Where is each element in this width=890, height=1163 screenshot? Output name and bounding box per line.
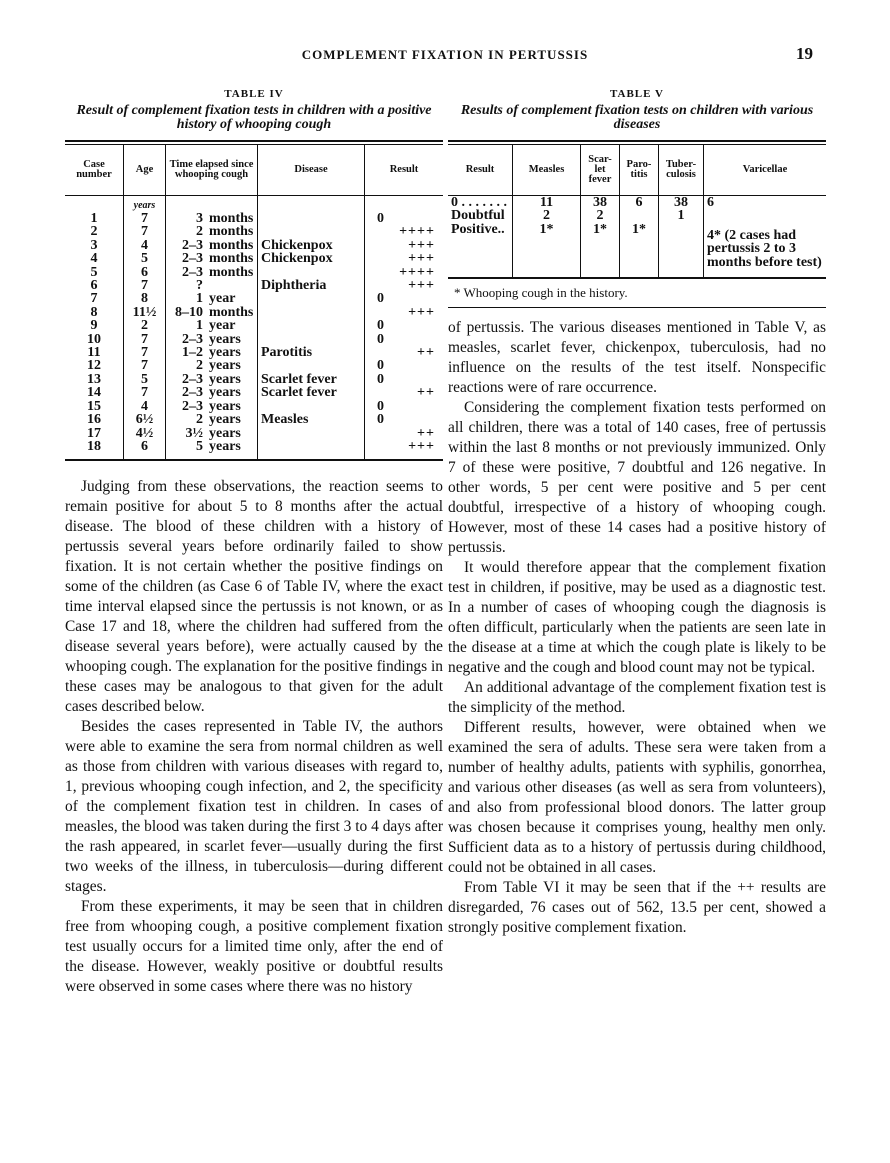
page-number: 19 <box>796 44 813 63</box>
disease-cell: Chickenpox <box>258 252 365 265</box>
paragraph: An additional advantage of the complement fixation test is the simplicity of the method. <box>448 679 826 717</box>
table-bottom-padding <box>65 453 443 460</box>
disease-cell <box>258 292 365 305</box>
result-label-cell: Positive.. <box>451 221 505 237</box>
result-cell <box>365 239 444 252</box>
age-cell: 7 <box>124 212 166 225</box>
time-value: 3½ <box>185 425 203 441</box>
table-row <box>65 346 443 359</box>
time-elapsed-cell <box>166 346 258 359</box>
disease-cell <box>258 319 365 332</box>
case-number-cell: 13 <box>87 371 101 387</box>
table-row <box>65 252 443 265</box>
age-cell: 11½ <box>124 306 166 319</box>
result-cell <box>365 225 444 238</box>
result-cell <box>365 333 444 346</box>
scarlet-fever-cell: 38 <box>581 196 620 210</box>
time-unit: months <box>209 304 254 320</box>
table-row <box>65 413 443 426</box>
varicellae-cell <box>704 209 827 222</box>
time-unit: years <box>209 331 241 347</box>
col-header-scarlet-fever: Scar-let fever <box>581 145 620 196</box>
col-header-result: Result <box>465 164 495 175</box>
time-elapsed-cell <box>166 333 258 346</box>
varicellae-cell: 6 <box>704 196 827 210</box>
table-v-label: TABLE V <box>610 88 664 100</box>
scarlet-fever-cell: 1* <box>581 223 620 269</box>
result-value: +++ <box>408 438 435 454</box>
running-title: COMPLEMENT FIXATION IN PERTUSSIS <box>301 47 589 62</box>
table-row <box>448 196 826 210</box>
time-unit: years <box>209 438 241 454</box>
age-cell: 7 <box>124 359 166 372</box>
case-number-cell: 9 <box>90 318 98 334</box>
col-header-parotitis: Paro-titis <box>620 145 659 196</box>
table-iv-caption: Result of complement fixation tests in children with a positive history of whooping cough <box>76 103 432 132</box>
table-row <box>448 209 826 222</box>
table-v <box>448 145 826 279</box>
measles-cell: 1* <box>513 223 581 269</box>
age-cell: 5 <box>124 252 166 265</box>
result-cell <box>365 292 444 305</box>
time-elapsed-cell <box>166 292 258 305</box>
table-row <box>65 440 443 453</box>
disease-cell <box>258 400 365 413</box>
time-elapsed-cell <box>166 225 258 238</box>
parotitis-cell: 6 <box>620 196 659 210</box>
table-iv-label: TABLE IV <box>224 88 284 100</box>
age-cell: 7 <box>124 225 166 238</box>
time-value: 2 <box>196 412 203 428</box>
result-value: ++++ <box>399 224 435 240</box>
table-row <box>65 359 443 372</box>
time-value: 1 <box>196 291 203 307</box>
disease-cell: Diphtheria <box>258 279 365 292</box>
case-number-cell: 4 <box>90 251 98 267</box>
result-cell <box>365 306 444 319</box>
case-number-cell: 1 <box>90 211 98 226</box>
paragraph: Judging from these observations, the reaction seems to remain positive for about 5 to 8 months after the actual disease. The blood of these children with a history of pertussis several years before ordinarily failed to show fixation. It is not certain whether the positive findings on some of the children (as Case 6 of Table IV, where the exact time interval elapsed since the pertussis is not known, or as Case 17 and 18, where the children had suffered from the disease several years before), were actually caused by the whooping cough. The explanation for the positive findings in these cases may be analogous to that given for the adult cases described below. <box>65 478 443 716</box>
time-unit: years <box>209 398 241 414</box>
time-unit: months <box>209 264 254 280</box>
disease-cell: Parotitis <box>258 346 365 359</box>
time-value: 2–3 <box>182 385 203 401</box>
result-value: ++++ <box>399 264 435 280</box>
age-cell: 5 <box>124 373 166 386</box>
time-elapsed-cell <box>166 306 258 319</box>
result-value: 0 <box>377 371 384 387</box>
measles-cell: 2 <box>513 209 581 222</box>
col-header-time-elapsed: Time elapsed since whooping cough <box>166 145 258 196</box>
table-v-footnote: * Whooping cough in the history. <box>454 285 628 301</box>
result-cell <box>365 386 444 399</box>
table-row <box>65 306 443 319</box>
case-number-cell: 10 <box>87 331 101 347</box>
case-number-cell: 7 <box>90 291 98 307</box>
tuberculosis-cell: 1 <box>659 209 704 222</box>
table-row <box>65 373 443 386</box>
table-row <box>65 427 443 440</box>
age-cell: 6 <box>124 440 166 453</box>
table-row <box>65 279 443 292</box>
time-elapsed-cell <box>166 239 258 252</box>
time-unit: months <box>209 237 254 253</box>
age-cell: 4½ <box>124 427 166 440</box>
table-row <box>65 386 443 399</box>
time-value: 1 <box>196 318 203 334</box>
tuberculosis-cell: 38 <box>659 196 704 210</box>
age-cell: 7 <box>124 333 166 346</box>
result-cell <box>365 346 444 359</box>
paragraph: Considering the complement fixation tests performed on all children, there was a total of 140 cases, free of pertussis within the last 8 months or not previously immunized. Only 7 of these were positive, 7 doubtful and 126 negative. In other words, 5 per cent were positive and 5 per cent doubtful, irrespective of a history of whooping cough. However, most of these 14 cases had a positive history of pertussis. <box>448 399 826 557</box>
table-row <box>448 223 826 269</box>
time-value: 3 <box>196 211 203 226</box>
result-cell <box>365 413 444 426</box>
result-value: 0 <box>377 331 384 347</box>
time-elapsed-cell <box>166 427 258 440</box>
table-v-caption: Results of complement fixation tests on children with various diseases <box>460 103 814 132</box>
paragraph: From these experiments, it may be seen that in children free from whooping cough, a positive complement fixation test usually occurs for a limited time only, after the end of the disease. However, weakly positive or doubtful results were observed in some cases where there was no history <box>65 898 443 996</box>
right-body-text <box>448 318 826 938</box>
result-label-cell: Doubtful <box>451 208 505 224</box>
disease-cell: Chickenpox <box>258 239 365 252</box>
age-cell: 8 <box>124 292 166 305</box>
case-number-cell: 11 <box>87 345 101 361</box>
age-cell: 4 <box>124 400 166 413</box>
time-value: ? <box>196 278 203 294</box>
case-number-cell: 8 <box>90 304 98 320</box>
time-unit: months <box>209 211 254 226</box>
age-cell: 2 <box>124 319 166 332</box>
left-body-text <box>65 477 443 997</box>
time-elapsed-cell <box>166 212 258 225</box>
time-value: 2–3 <box>182 237 203 253</box>
table-row <box>65 333 443 346</box>
time-unit: years <box>209 371 241 387</box>
disease-cell <box>258 359 365 372</box>
col-header-age: Age <box>124 145 166 196</box>
disease-cell: Measles <box>258 413 365 426</box>
col-header-disease: Disease <box>258 145 365 196</box>
result-cell <box>365 427 444 440</box>
table-bottom-padding <box>448 269 826 278</box>
time-unit: months <box>209 251 254 267</box>
result-label-cell: 0 . . . . . . . <box>451 195 507 210</box>
disease-cell <box>258 266 365 279</box>
case-number-cell: 14 <box>87 385 101 401</box>
parotitis-cell <box>620 209 659 222</box>
time-value: 2–3 <box>182 398 203 414</box>
varicellae-cell: 4* (2 cases had pertussis 2 to 3 months before test) <box>704 223 827 269</box>
result-cell <box>365 319 444 332</box>
result-value: +++ <box>408 278 435 294</box>
col-header-case-number: Case number <box>76 159 112 180</box>
time-value: 2–3 <box>182 331 203 347</box>
time-value: 8–10 <box>175 304 203 320</box>
time-elapsed-cell <box>166 440 258 453</box>
result-cell <box>365 212 444 225</box>
age-cell: 6 <box>124 266 166 279</box>
result-cell <box>365 440 444 453</box>
result-value: 0 <box>377 211 384 226</box>
disease-cell <box>258 333 365 346</box>
time-unit: years <box>209 385 241 401</box>
result-cell <box>365 266 444 279</box>
result-value: +++ <box>408 251 435 267</box>
table-row <box>65 292 443 305</box>
col-header-tuberculosis: Tuber-culosis <box>659 145 704 196</box>
time-elapsed-cell <box>166 386 258 399</box>
parotitis-cell: 1* <box>620 223 659 269</box>
time-value: 2 <box>196 224 203 240</box>
result-cell <box>365 279 444 292</box>
time-unit: years <box>209 345 241 361</box>
age-units: years <box>124 196 166 213</box>
units-row <box>65 196 443 213</box>
time-elapsed-cell <box>166 266 258 279</box>
table-row <box>65 266 443 279</box>
result-value: ++ <box>417 345 435 361</box>
result-value: 0 <box>377 291 384 307</box>
scarlet-fever-cell: 2 <box>581 209 620 222</box>
case-number-cell: 15 <box>87 398 101 414</box>
measles-cell: 11 <box>513 196 581 210</box>
case-number-cell: 16 <box>87 412 101 428</box>
table-row <box>65 225 443 238</box>
col-header-result: Result <box>365 145 444 196</box>
result-cell <box>365 359 444 372</box>
paragraph: From Table VI it may be seen that if the ++ results are disregarded, 76 cases out of 562, 13.5 per cent, showed a strongly positive complement fixation. <box>448 879 826 937</box>
case-number-cell: 5 <box>90 264 98 280</box>
case-number-cell: 18 <box>87 438 101 454</box>
result-value: +++ <box>408 237 435 253</box>
case-number-cell: 17 <box>87 425 101 441</box>
result-value: 0 <box>377 412 384 428</box>
time-value: 2–3 <box>182 264 203 280</box>
result-value: +++ <box>408 304 435 320</box>
paragraph: It would therefore appear that the complement fixation test in children, if positive, may be used as a diagnostic test. In a number of cases of whooping cough the diagnosis is often difficult, particularly when the patients are seen late in the disease at a time at which the cough plate is likely to be negative and the cough and blood count may not be typical. <box>448 559 826 677</box>
time-elapsed-cell <box>166 252 258 265</box>
disease-cell: Scarlet fever <box>258 386 365 399</box>
time-unit: years <box>209 412 241 428</box>
result-value: 0 <box>377 318 384 334</box>
table-iv <box>65 145 443 461</box>
result-cell <box>365 400 444 413</box>
time-value: 1–2 <box>182 345 203 361</box>
disease-cell <box>258 225 365 238</box>
age-cell: 7 <box>124 386 166 399</box>
age-cell: 4 <box>124 239 166 252</box>
time-unit: year <box>209 318 236 334</box>
time-elapsed-cell <box>166 400 258 413</box>
disease-cell <box>258 306 365 319</box>
time-elapsed-cell <box>166 413 258 426</box>
result-cell <box>365 373 444 386</box>
disease-cell <box>258 440 365 453</box>
disease-cell <box>258 427 365 440</box>
time-unit: year <box>209 291 236 307</box>
result-value: ++ <box>417 385 435 401</box>
table-row <box>65 400 443 413</box>
case-number-cell: 2 <box>90 224 98 240</box>
age-cell: 7 <box>124 279 166 292</box>
paragraph: of pertussis. The various diseases mentioned in Table V, as measles, scarlet fever, chickenpox, tuberculosis, had no influence on the results of the test itself. Nonspecific reactions were of rare occurrence. <box>448 319 826 397</box>
table-row <box>65 239 443 252</box>
disease-cell: Scarlet fever <box>258 373 365 386</box>
time-elapsed-cell <box>166 319 258 332</box>
result-cell <box>365 252 444 265</box>
time-value: 2–3 <box>182 251 203 267</box>
left-column <box>65 88 443 997</box>
time-elapsed-cell <box>166 373 258 386</box>
time-elapsed-cell <box>166 279 258 292</box>
time-elapsed-cell <box>166 359 258 372</box>
case-number-cell: 3 <box>90 237 98 253</box>
col-header-varicellae: Varicellae <box>704 145 827 196</box>
time-value: 5 <box>196 438 203 454</box>
time-unit: years <box>209 425 241 441</box>
time-unit: months <box>209 224 254 240</box>
age-cell: 6½ <box>124 413 166 426</box>
paragraph: Different results, however, were obtained when we examined the sera of adults. These sera were taken from a number of healthy adults, patients with syphilis, gonorrhea, and various other diseases (as well as sera from volunteers), and also from professional blood donors. The latter group was chosen because it comprises young, healthy men only. Sufficient data as to a history of pertussis during childhood, could not be obtained in all cases. <box>448 719 826 877</box>
time-value: 2–3 <box>182 371 203 387</box>
result-value: 0 <box>377 358 384 374</box>
time-value: 2 <box>196 358 203 374</box>
col-header-measles: Measles <box>513 145 581 196</box>
table-row <box>65 212 443 225</box>
paragraph: Besides the cases represented in Table IV, the authors were able to examine the sera from normal children as well as those from children with various diseases with regard to, 1, previous whooping cough infection, and 2, the specificity of the complement fixation test in children. In cases of measles, the blood was taken during the first 3 to 4 days after the rash appeared, in scarlet fever—usually during the first two weeks of the illness, in tuberculosis—during different stages. <box>65 718 443 896</box>
result-value: 0 <box>377 398 384 414</box>
age-cell: 7 <box>124 346 166 359</box>
tuberculosis-cell <box>659 223 704 269</box>
case-number-cell: 6 <box>90 278 98 294</box>
right-column <box>448 88 826 938</box>
footnote-rule <box>448 307 826 308</box>
disease-cell <box>258 212 365 225</box>
result-value: ++ <box>417 425 435 441</box>
case-number-cell: 12 <box>87 358 101 374</box>
time-unit: years <box>209 358 241 374</box>
table-row <box>65 319 443 332</box>
